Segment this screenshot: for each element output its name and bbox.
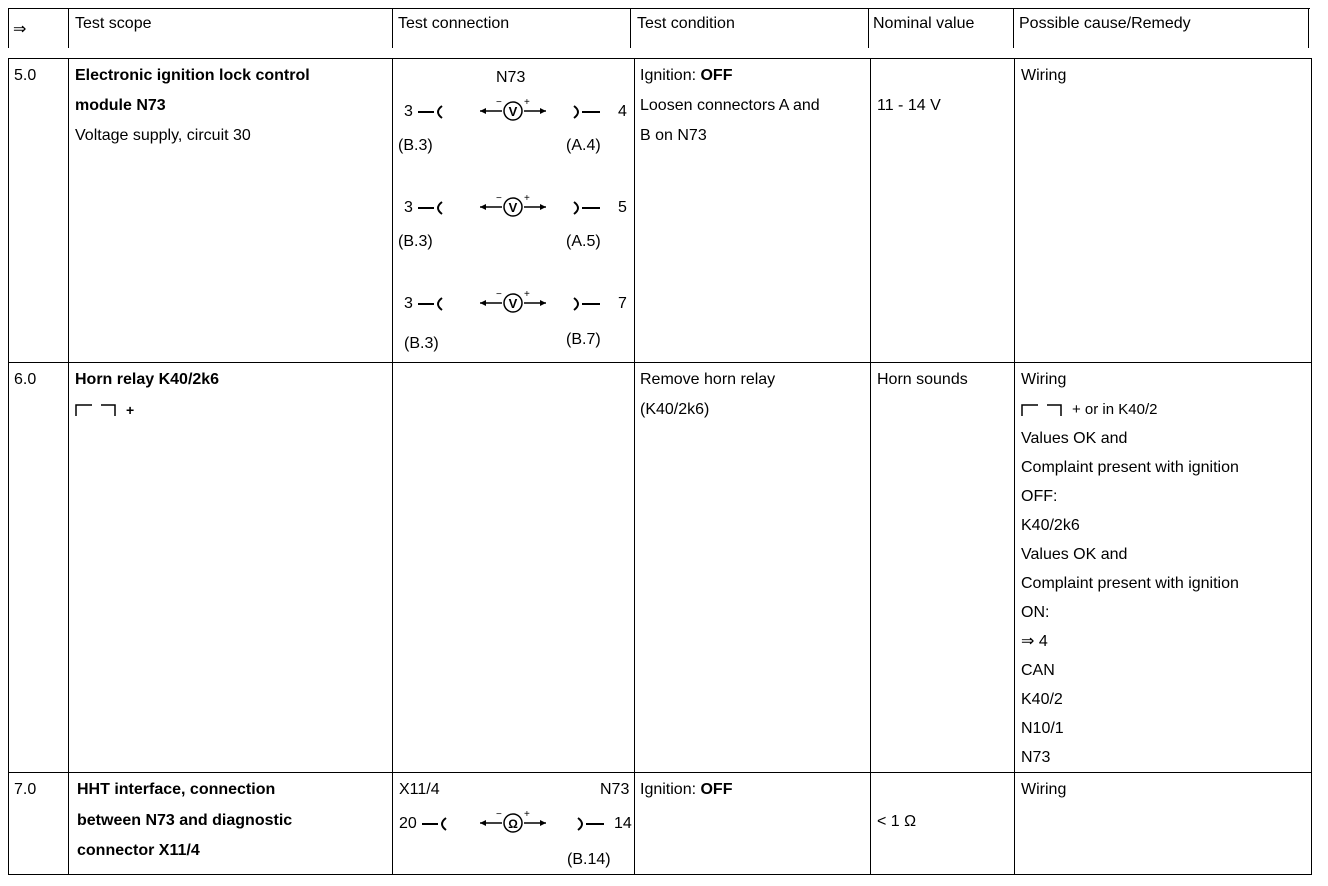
column-rule — [392, 58, 393, 874]
possible-cause: Wiring — [1021, 67, 1067, 84]
test-condition-ignition: Ignition: OFF — [640, 781, 733, 798]
nominal-value: Horn sounds — [877, 371, 968, 388]
voltmeter-icon — [478, 98, 548, 124]
possible-cause: Values OK and — [1021, 546, 1128, 563]
switch-symbol-sign: + — [126, 402, 135, 418]
svg-text:+: + — [524, 810, 530, 820]
svg-text:−: − — [496, 98, 502, 108]
pin-left: 3 — [404, 295, 413, 312]
possible-cause: + or in K40/2 — [1072, 401, 1158, 418]
test-condition-line: B on N73 — [640, 127, 707, 144]
header-test-condition: Test condition — [637, 15, 735, 32]
possible-cause: K40/2 — [1021, 691, 1063, 708]
row-number: 5.0 — [14, 67, 37, 84]
test-scope-title: Electronic ignition lock control — [75, 67, 310, 84]
column-rule — [634, 58, 635, 874]
pin-left: 20 — [399, 815, 417, 832]
svg-text:−: − — [496, 290, 502, 300]
test-scope-title: connector X11/4 — [77, 842, 200, 859]
row-number: 7.0 — [14, 781, 37, 798]
header-test-connection: Test connection — [398, 15, 510, 32]
connector-socket-icon — [416, 103, 448, 121]
connection-right-title: N73 — [600, 781, 630, 798]
column-rule — [1311, 58, 1312, 874]
possible-cause: K40/2k6 — [1021, 517, 1080, 534]
pin-left-label: (B.3) — [404, 335, 439, 352]
nominal-value: < 1 Ω — [877, 813, 917, 830]
meter-symbol: V — [508, 200, 518, 215]
connector-plug-icon — [570, 103, 604, 121]
row-rule — [8, 772, 1312, 773]
connector-plug-icon — [570, 199, 604, 217]
possible-cause: Wiring — [1021, 781, 1067, 798]
connector-plug-icon — [574, 815, 608, 833]
possible-cause: Values OK and — [1021, 430, 1128, 447]
header-divider — [392, 8, 393, 48]
column-rule — [8, 58, 9, 874]
svg-text:+: + — [524, 98, 530, 108]
connector-plug-icon — [570, 295, 604, 313]
test-scope-title: HHT interface, connection — [77, 781, 276, 798]
header-divider — [868, 8, 869, 48]
pin-right: 14 — [614, 815, 632, 832]
header-possible-cause: Possible cause/Remedy — [1019, 15, 1191, 32]
pin-right: 4 — [618, 103, 627, 120]
possible-cause: Complaint present with ignition — [1021, 459, 1239, 476]
switch-symbol-icon — [75, 402, 121, 418]
row-rule — [8, 362, 1312, 363]
pin-right-label: (A.5) — [566, 233, 601, 250]
test-scope-title: Horn relay K40/2k6 — [75, 371, 220, 388]
test-condition-line: Remove horn relay — [640, 371, 776, 388]
header-divider — [68, 8, 69, 48]
pin-right: 5 — [618, 199, 627, 216]
header-top-rule — [8, 8, 1310, 9]
possible-cause: ⇒ 4 — [1021, 633, 1048, 650]
connection-title: N73 — [496, 69, 526, 86]
pin-right-label: (B.7) — [566, 331, 601, 348]
pin-left-label: (B.3) — [398, 137, 433, 154]
possible-cause: OFF: — [1021, 488, 1058, 505]
possible-cause: CAN — [1021, 662, 1055, 679]
connector-socket-icon — [416, 199, 448, 217]
test-scope-title: between N73 and diagnostic — [77, 812, 293, 829]
row-number: 6.0 — [14, 371, 37, 388]
switch-symbol-icon — [1021, 402, 1067, 418]
svg-text:+: + — [524, 290, 530, 300]
row-rule — [8, 874, 1312, 875]
header-nominal-value: Nominal value — [873, 15, 975, 32]
pin-right-label: (B.14) — [567, 851, 611, 868]
header-arrow: ⇒ — [13, 21, 27, 38]
header-divider — [8, 8, 9, 48]
header-divider — [1013, 8, 1014, 48]
pin-left: 3 — [404, 199, 413, 216]
pin-right-label: (A.4) — [566, 137, 601, 154]
possible-cause: N73 — [1021, 749, 1051, 766]
meter-symbol: Ω — [508, 817, 518, 831]
test-condition-line: (K40/2k6) — [640, 401, 710, 418]
svg-text:−: − — [496, 194, 502, 204]
test-condition-line: Loosen connectors A and — [640, 97, 820, 114]
header-test-scope: Test scope — [75, 15, 152, 32]
possible-cause: N10/1 — [1021, 720, 1064, 737]
pin-left-label: (B.3) — [398, 233, 433, 250]
connection-left-title: X11/4 — [399, 781, 440, 798]
possible-cause: ON: — [1021, 604, 1050, 621]
column-rule — [870, 58, 871, 874]
pin-right: 7 — [618, 295, 627, 312]
test-scope-title: module N73 — [75, 97, 166, 114]
test-scope-detail: Voltage supply, circuit 30 — [75, 127, 251, 144]
meter-symbol: V — [508, 104, 518, 119]
connector-socket-icon — [416, 295, 448, 313]
pin-left: 3 — [404, 103, 413, 120]
svg-text:−: − — [496, 810, 502, 820]
connector-socket-icon — [420, 815, 452, 833]
column-rule — [68, 58, 69, 874]
header-divider — [630, 8, 631, 48]
header-divider — [1308, 8, 1309, 48]
row-rule — [8, 58, 1312, 59]
meter-symbol: V — [508, 296, 518, 311]
nominal-value: 11 - 14 V — [877, 97, 941, 114]
ohmmeter-icon — [478, 810, 548, 836]
voltmeter-icon — [478, 290, 548, 316]
possible-cause: Wiring — [1021, 371, 1067, 388]
voltmeter-icon — [478, 194, 548, 220]
column-rule — [1014, 58, 1015, 874]
svg-text:+: + — [524, 194, 530, 204]
test-condition-ignition: Ignition: OFF — [640, 67, 733, 84]
possible-cause: Complaint present with ignition — [1021, 575, 1239, 592]
